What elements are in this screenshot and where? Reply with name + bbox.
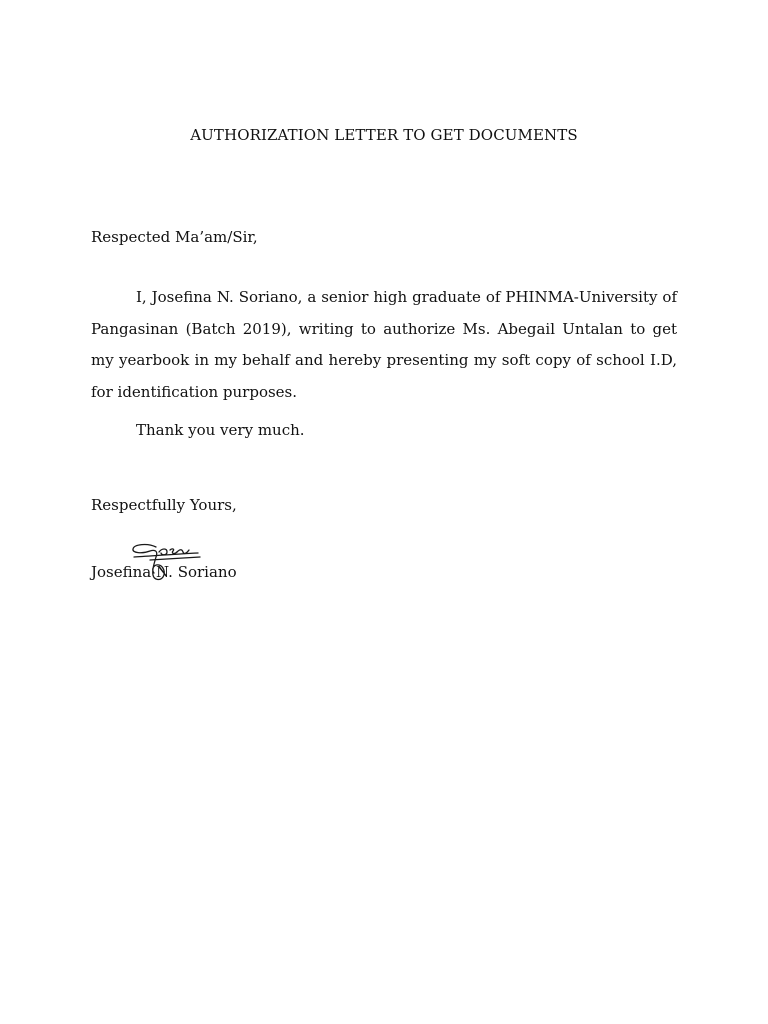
salutation: Respected Ma’am/Sir, [91,228,258,246]
letter-body: I, Josefina N. Soriano, a senior high graduate of PHINMA-University of Pangasinan (Batch 2019), writing to authorize Ms. Abegail Untalan to get my yearbook in my behalf and hereby presenting my soft copy of school I.D, for identification purposes. [91,288,677,401]
closing-line: Respectfully Yours, [91,496,237,514]
handwritten-signature [126,538,202,586]
letter-title: AUTHORIZATION LETTER TO GET DOCUMENTS [190,126,578,144]
thanks-line: Thank you very much. [136,421,305,439]
signer-name: Josefina N. Soriano [91,563,237,581]
